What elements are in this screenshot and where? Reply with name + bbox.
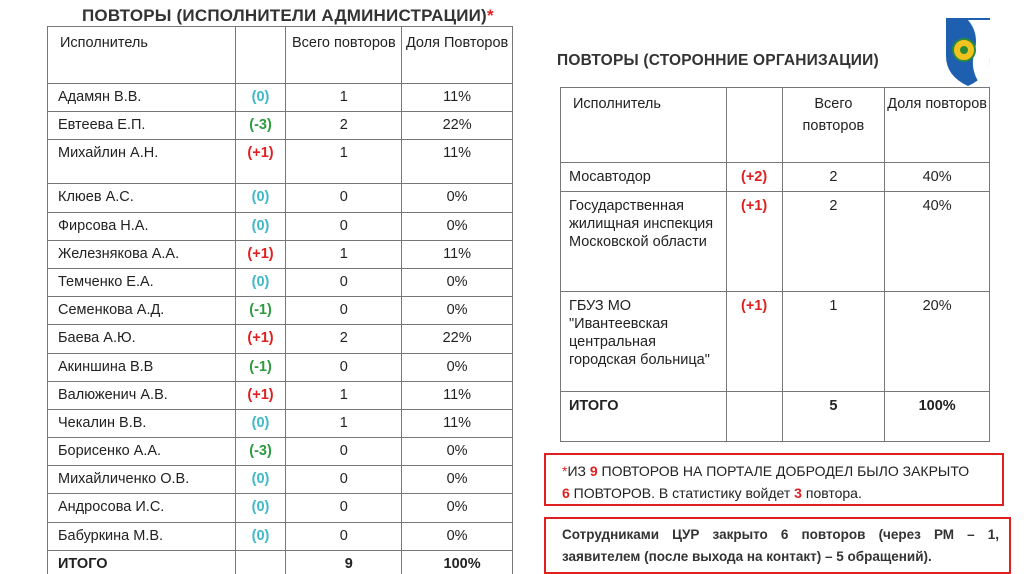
repeat-share: 40% <box>885 163 990 192</box>
repeat-share: 20% <box>885 292 990 392</box>
executor-name: Чекалин В.В. <box>48 409 236 437</box>
executor-name: Адамян В.В. <box>48 84 236 112</box>
table-total-row <box>561 392 990 442</box>
delta-value: (-3) <box>235 112 286 140</box>
table-total-row <box>48 550 513 574</box>
delta-value: (0) <box>235 494 286 522</box>
column-header-executor: Исполнитель <box>48 27 236 84</box>
repeat-share: 0% <box>402 212 513 240</box>
repeat-share: 0% <box>402 268 513 296</box>
delta-value: (-3) <box>235 438 286 466</box>
delta-value: (+1) <box>726 192 782 292</box>
repeat-share: 40% <box>885 192 990 292</box>
table-row <box>561 163 990 192</box>
table-row <box>48 112 513 140</box>
table-row <box>48 409 513 437</box>
repeat-share: 0% <box>402 522 513 550</box>
repeat-share: 11% <box>402 381 513 409</box>
total-repeats: 0 <box>286 494 402 522</box>
table-row <box>561 192 990 292</box>
table-row <box>48 353 513 381</box>
table-row <box>48 212 513 240</box>
executor-name: Семенкова А.Д. <box>48 297 236 325</box>
executor-name: Темченко Е.А. <box>48 268 236 296</box>
third-party-repeats-table <box>560 87 990 442</box>
total-label: ИТОГО <box>48 550 236 574</box>
executor-name: Баева А.Ю. <box>48 325 236 353</box>
table-row <box>561 292 990 392</box>
repeat-share: 0% <box>402 438 513 466</box>
delta-value: (-1) <box>235 353 286 381</box>
delta-value: (0) <box>235 184 286 212</box>
delta-value: (0) <box>235 268 286 296</box>
delta-value: (+1) <box>235 140 286 184</box>
delta-value: (+1) <box>235 381 286 409</box>
total-repeats: 2 <box>286 112 402 140</box>
executor-name: Михайлин А.Н. <box>48 140 236 184</box>
repeat-share: 0% <box>402 353 513 381</box>
dobrodel-note: *ИЗ 9 ПОВТОРОВ НА ПОРТАЛЕ ДОБРОДЕЛ БЫЛО ЗАКРЫТО 6 ПОВТОРОВ. В статистику войдет 3 повтора. <box>544 453 1004 506</box>
total-count: 5 <box>782 392 885 442</box>
delta-value: (0) <box>235 466 286 494</box>
table-header-row <box>48 27 513 84</box>
total-repeats: 0 <box>286 212 402 240</box>
executor-name: Бабуркина М.В. <box>48 522 236 550</box>
total-delta-empty <box>726 392 782 442</box>
table-row <box>48 325 513 353</box>
executor-name: Мосавтодор <box>561 163 727 192</box>
delta-value: (+1) <box>235 240 286 268</box>
cur-note: Сотрудниками ЦУР закрыто 6 повторов (через РМ – 1, заявителем (после выхода на контакт) – 5 обращений). <box>544 517 1011 574</box>
table-row <box>48 240 513 268</box>
total-delta-empty <box>235 550 286 574</box>
total-share: 100% <box>885 392 990 442</box>
page-title-third-party: ПОВТОРЫ (СТОРОННИЕ ОРГАНИЗАЦИИ) <box>557 52 879 69</box>
executor-name: Акиншина В.В <box>48 353 236 381</box>
repeat-share: 11% <box>402 84 513 112</box>
executor-name: Валюженич А.В. <box>48 381 236 409</box>
total-repeats: 1 <box>286 84 402 112</box>
admin-repeats-table <box>47 26 513 574</box>
total-repeats: 2 <box>782 163 885 192</box>
total-repeats: 0 <box>286 353 402 381</box>
repeat-share: 11% <box>402 240 513 268</box>
total-repeats: 2 <box>782 192 885 292</box>
executor-name: Государственная жилищная инспекция Московской области <box>561 192 727 292</box>
total-repeats: 0 <box>286 438 402 466</box>
delta-value: (0) <box>235 84 286 112</box>
column-header-share: Доля повторов <box>885 88 990 163</box>
repeat-share: 11% <box>402 409 513 437</box>
executor-name: Евтеева Е.П. <box>48 112 236 140</box>
total-repeats: 1 <box>286 240 402 268</box>
table-row <box>48 522 513 550</box>
page-title-admin: ПОВТОРЫ (ИСПОЛНИТЕЛИ АДМИНИСТРАЦИИ)* <box>82 6 494 25</box>
total-repeats: 1 <box>286 381 402 409</box>
repeat-share: 11% <box>402 140 513 184</box>
executor-name: Борисенко А.А. <box>48 438 236 466</box>
executor-name: Андросова И.С. <box>48 494 236 522</box>
total-repeats: 2 <box>286 325 402 353</box>
coat-of-arms-logo <box>940 14 996 88</box>
executor-name: Железнякова А.А. <box>48 240 236 268</box>
total-share: 100% <box>402 550 513 574</box>
total-count: 9 <box>286 550 402 574</box>
table-row <box>48 381 513 409</box>
total-repeats: 0 <box>286 184 402 212</box>
delta-value: (0) <box>235 212 286 240</box>
table-row <box>48 184 513 212</box>
total-repeats: 0 <box>286 466 402 494</box>
table-row <box>48 438 513 466</box>
column-header-total: Всего повторов <box>782 88 885 163</box>
repeat-share: 22% <box>402 325 513 353</box>
delta-value: (0) <box>235 409 286 437</box>
total-repeats: 0 <box>286 522 402 550</box>
delta-value: (-1) <box>235 297 286 325</box>
column-header-delta <box>726 88 782 163</box>
delta-value: (+2) <box>726 163 782 192</box>
executor-name: Михайличенко О.В. <box>48 466 236 494</box>
table-row <box>48 140 513 184</box>
total-repeats: 0 <box>286 297 402 325</box>
table-header-row <box>561 88 990 163</box>
column-header-delta <box>235 27 286 84</box>
total-repeats: 1 <box>286 409 402 437</box>
total-repeats: 0 <box>286 268 402 296</box>
repeat-share: 0% <box>402 466 513 494</box>
total-repeats: 1 <box>782 292 885 392</box>
table-row <box>48 466 513 494</box>
repeat-share: 0% <box>402 184 513 212</box>
delta-value: (0) <box>235 522 286 550</box>
table-row <box>48 268 513 296</box>
executor-name: Фирсова Н.А. <box>48 212 236 240</box>
repeat-share: 0% <box>402 494 513 522</box>
executor-name: Клюев А.С. <box>48 184 236 212</box>
total-repeats: 1 <box>286 140 402 184</box>
repeat-share: 22% <box>402 112 513 140</box>
delta-value: (+1) <box>235 325 286 353</box>
repeat-share: 0% <box>402 297 513 325</box>
column-header-executor: Исполнитель <box>561 88 727 163</box>
column-header-total: Всего повторов <box>286 27 402 84</box>
column-header-share: Доля Повторов <box>402 27 513 84</box>
table-row <box>48 297 513 325</box>
table-row <box>48 494 513 522</box>
executor-name: ГБУЗ МО "Ивантеевская центральная городская больница" <box>561 292 727 392</box>
table-row <box>48 84 513 112</box>
delta-value: (+1) <box>726 292 782 392</box>
total-label: ИТОГО <box>561 392 727 442</box>
